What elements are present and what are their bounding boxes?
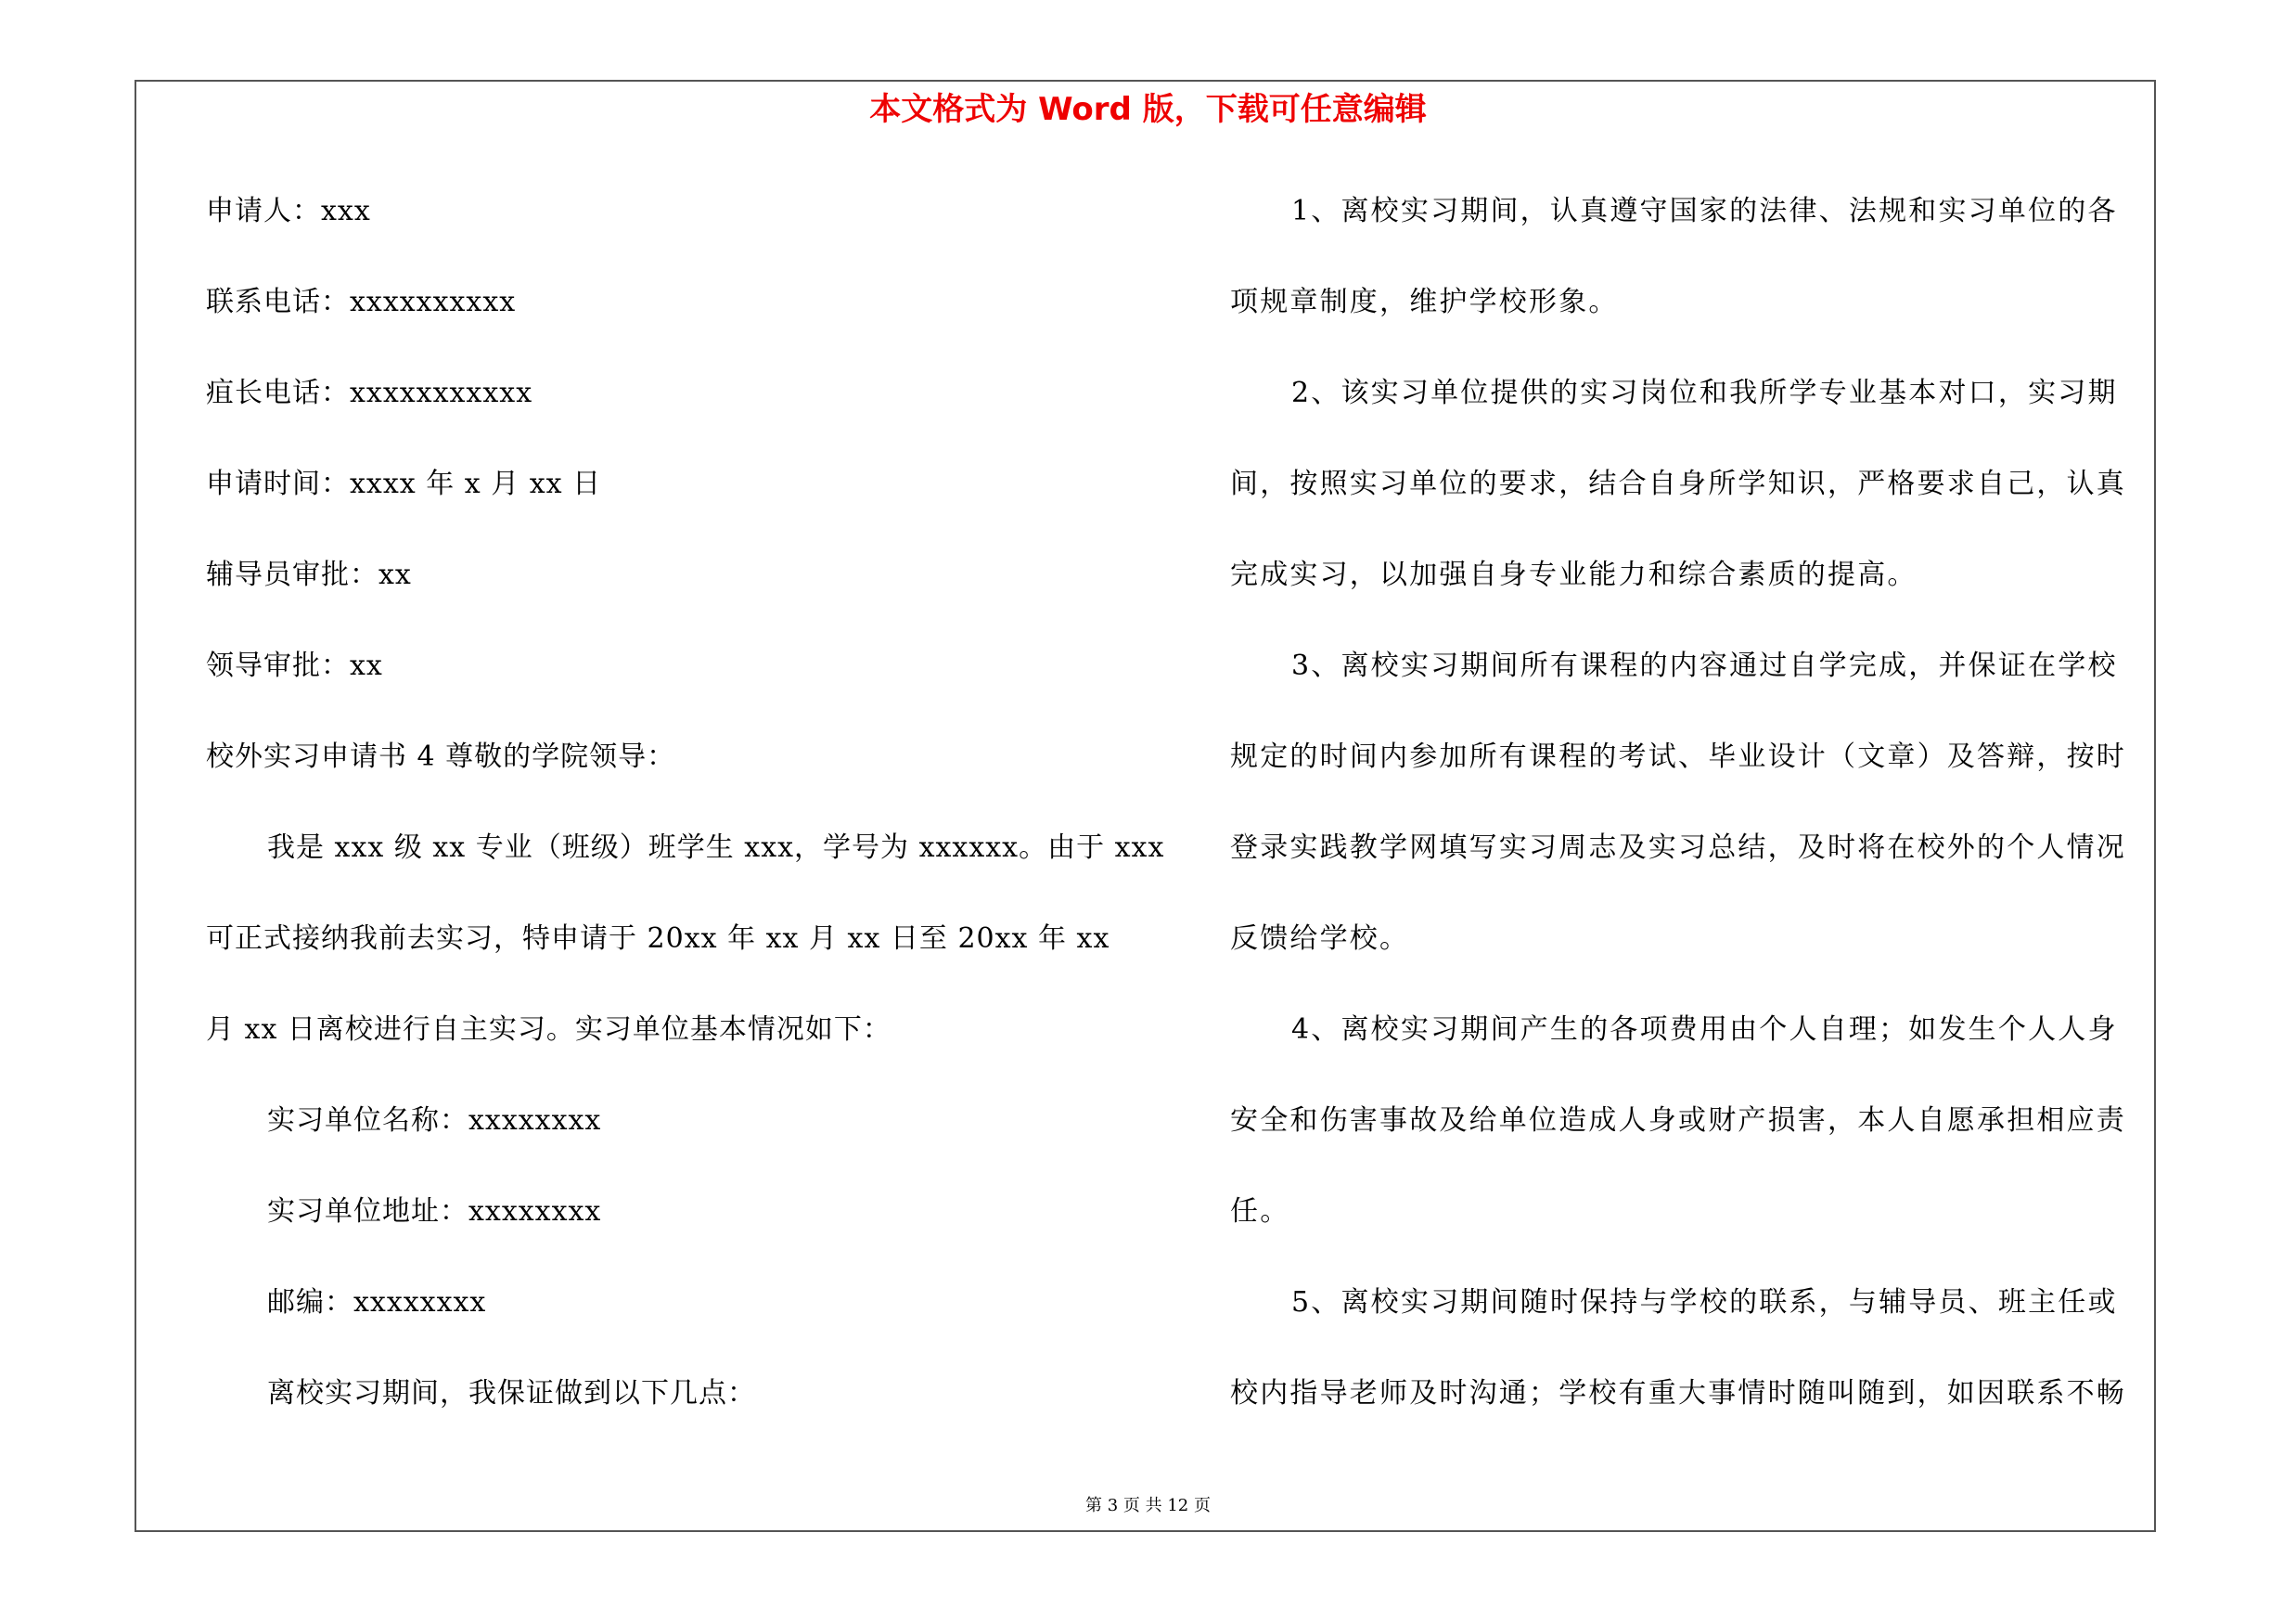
unit-address-line: 实习单位地址：xxxxxxxx (267, 1195, 602, 1228)
pledge-item-line: 5、离校实习期间随时保持与学校的联系，与辅导员、班主任或 (1291, 1286, 2118, 1319)
left-column (206, 184, 1165, 1457)
unit-name-line: 实习单位名称：xxxxxxxx (267, 1104, 602, 1137)
pledge-item-line: 规定的时间内参加所有课程的考试、毕业设计（文章）及答辩，按时 (1230, 741, 2126, 773)
pledge-item-line: 完成实习，以加强自身专业能力和综合素质的提高。 (1230, 559, 1918, 591)
pledge-item-line: 2、该实习单位提供的实习岗位和我所学专业基本对口，实习期 (1291, 377, 2118, 409)
body-paragraph-line: 我是 xxx 级 xx 专业（班级）班学生 xxx，学号为 xxxxxx。由于 xxx (267, 831, 1165, 864)
leader-approval-line: 领导审批：xx (206, 650, 383, 682)
pledge-intro-line: 离校实习期间，我保证做到以下几点： (267, 1377, 756, 1410)
page-number-footer: 第 3 页 共 12 页 (1085, 1496, 1211, 1515)
pledge-item-line: 校内指导老师及时沟通；学校有重大事情时随叫随到，如因联系不畅 (1230, 1377, 2126, 1410)
application-date-line: 申请时间：xxxx 年 x 月 xx 日 (206, 468, 602, 500)
pledge-item-line: 登录实践教学网填写实习周志及实习总结，及时将在校外的个人情况 (1230, 831, 2126, 864)
pledge-item-line: 反馈给学校。 (1230, 922, 1410, 955)
parent-phone-line: 疽长电话：xxxxxxxxxxx (206, 377, 533, 409)
body-paragraph-line: 月 xx 日离校进行自主实习。实习单位基本情况如下： (206, 1013, 891, 1046)
pledge-item-line: 安全和伤害事故及给单位造成人身或财产损害，本人自愿承担相应责 (1230, 1104, 2126, 1137)
pledge-item-line: 4、离校实习期间产生的各项费用由个人自理；如发生个人人身 (1291, 1013, 2118, 1046)
counselor-approval-line: 辅导员审批：xx (206, 559, 412, 591)
phone-line: 联系电话：xxxxxxxxxx (206, 286, 517, 318)
pledge-item-line: 任。 (1230, 1195, 1290, 1228)
applicant-line: 申请人：xxx (206, 195, 371, 227)
pledge-item-line: 项规章制度，维护学校形象。 (1230, 286, 1619, 318)
pledge-item-line: 间，按照实习单位的要求，结合自身所学知识，严格要求自己，认真 (1230, 468, 2126, 500)
format-banner: 本文格式为 Word 版，下载可任意编辑 (869, 91, 1427, 128)
pledge-item-line: 1、离校实习期间，认真遵守国家的法律、法规和实习单位的各 (1291, 195, 2118, 227)
right-column (1230, 184, 2148, 1457)
body-paragraph-line: 可正式接纳我前去实习，特申请于 20xx 年 xx 月 xx 日至 20xx 年 xx (206, 922, 1110, 955)
letter-heading-line: 校外实习申请书 4 尊敬的学院领导： (206, 741, 676, 773)
pledge-item-line: 3、离校实习期间所有课程的内容通过自学完成，并保证在学校 (1291, 650, 2118, 682)
postcode-line: 邮编：xxxxxxxx (267, 1286, 487, 1319)
